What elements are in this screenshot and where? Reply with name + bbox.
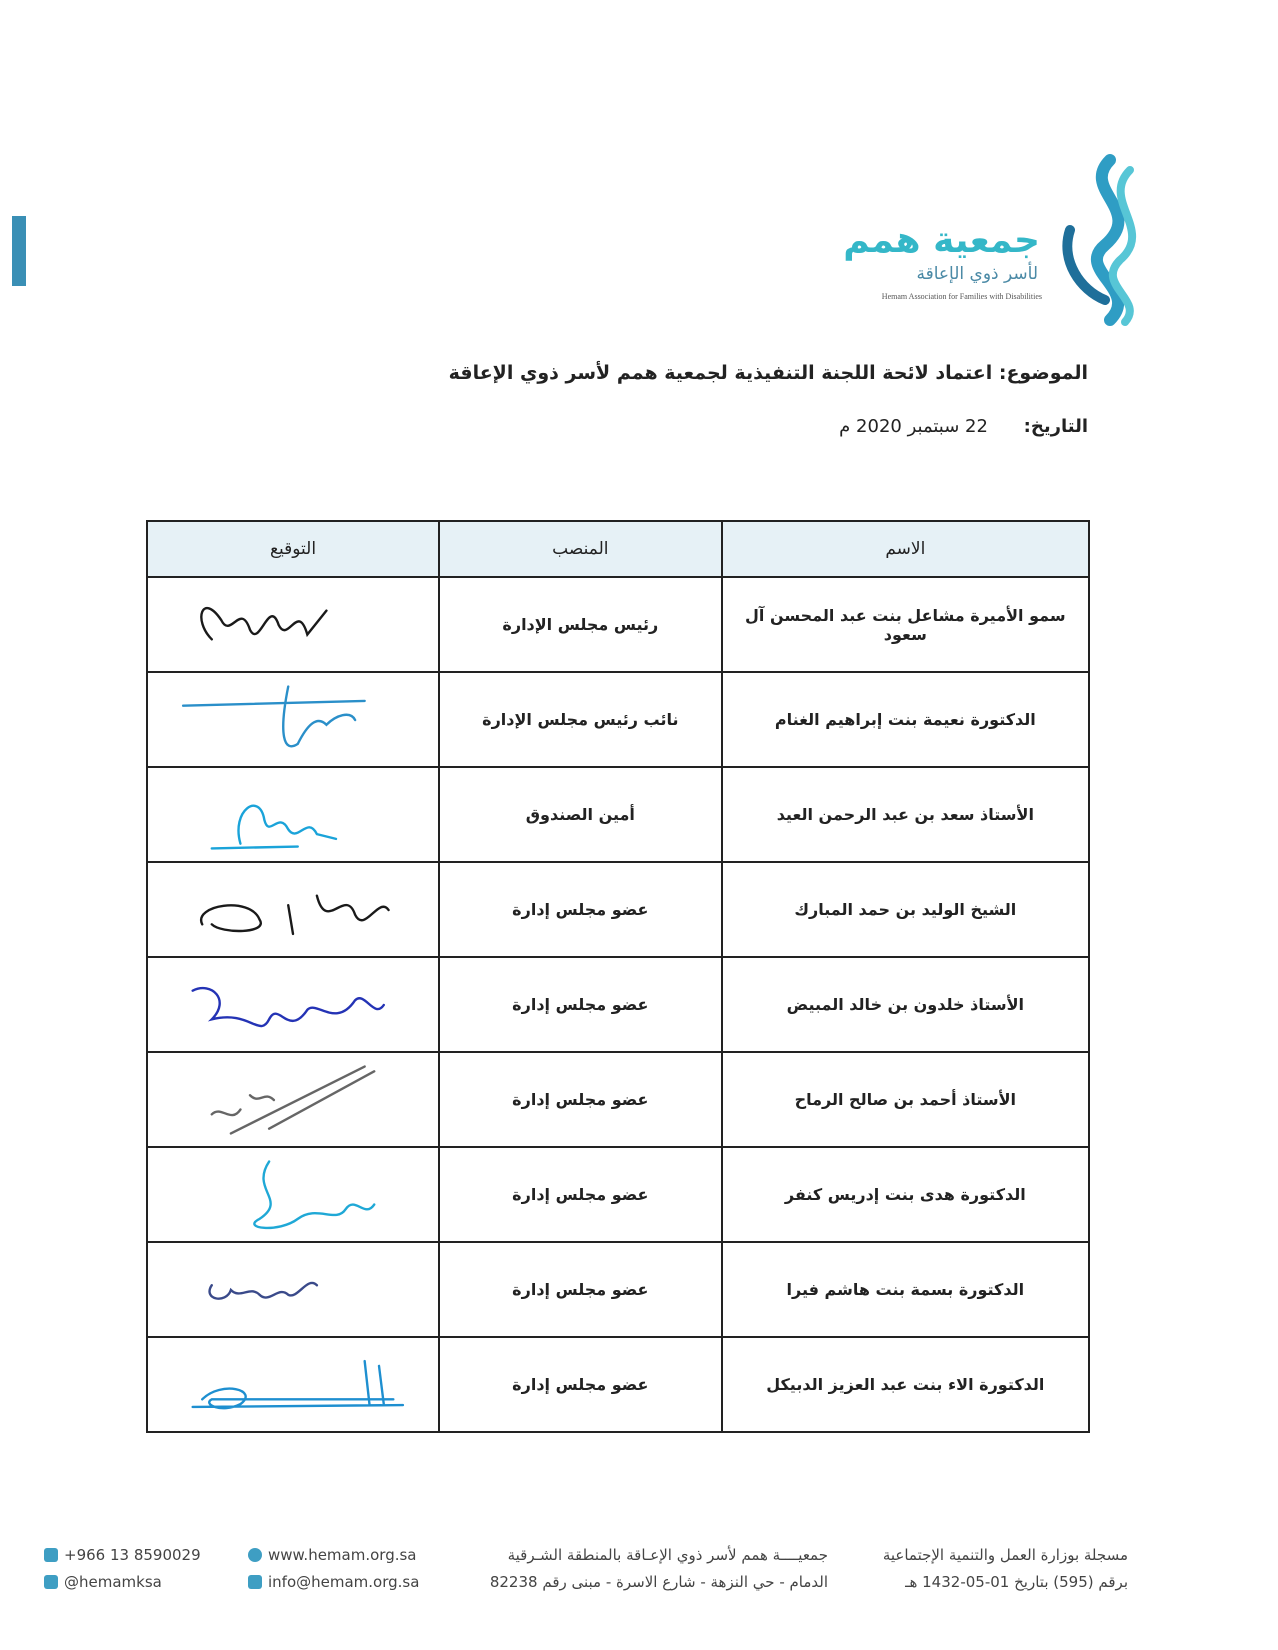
member-name: الأستاذ خلدون بن خالد المبيض (722, 957, 1089, 1052)
member-signature (147, 1052, 439, 1147)
member-position: عضو مجلس إدارة (439, 1242, 722, 1337)
member-name: الأستاذ أحمد بن صالح الرماح (722, 1052, 1089, 1147)
signature-icon (173, 772, 413, 858)
table-row (147, 767, 1089, 862)
member-signature (147, 1147, 439, 1242)
social-handle[interactable]: @hemamksa (64, 1573, 162, 1591)
member-name: الدكتورة الاء بنت عبد العزيز الدبيكل (722, 1337, 1089, 1432)
address-line-2: الدمام - حي النزهة - شارع الاسرة - مبنى رقم 82238 (489, 1573, 828, 1591)
member-signature (147, 767, 439, 862)
table-row (147, 862, 1089, 957)
signature-icon (173, 1152, 413, 1238)
member-name: الدكتورة هدى بنت إدريس كنفر (722, 1147, 1089, 1242)
member-position: عضو مجلس إدارة (439, 862, 722, 957)
table-row (147, 957, 1089, 1052)
member-position: عضو مجلس إدارة (439, 957, 722, 1052)
member-position: عضو مجلس إدارة (439, 1052, 722, 1147)
side-edge-mark (12, 216, 26, 286)
member-signature (147, 1242, 439, 1337)
association-logo (820, 150, 1160, 330)
header-name: الاسم (722, 521, 1089, 577)
document-date (839, 416, 1088, 437)
signature-icon (173, 677, 413, 763)
member-signature (147, 577, 439, 672)
member-position: نائب رئيس مجلس الإدارة (439, 672, 722, 767)
document-subject: الموضوع: اعتماد لائحة اللجنة التنفيذية لجمعية همم لأسر ذوي الإعاقة (448, 362, 1088, 384)
member-position: عضو مجلس إدارة (439, 1337, 722, 1432)
member-position: رئيس مجلس الإدارة (439, 577, 722, 672)
phone-icon (44, 1548, 58, 1562)
member-name: سمو الأميرة مشاعل بنت عبد المحسن آل سعود (722, 577, 1089, 672)
member-signature (147, 957, 439, 1052)
member-name: الدكتورة بسمة بنت هاشم فيرا (722, 1242, 1089, 1337)
table-row (147, 1147, 1089, 1242)
logo-name-en: Hemam Association for Families with Disabilities (881, 292, 1042, 301)
mail-icon (248, 1575, 262, 1589)
member-position: أمين الصندوق (439, 767, 722, 862)
member-name: الأستاذ سعد بن عبد الرحمن العيد (722, 767, 1089, 862)
logo-mark-icon (1050, 150, 1160, 330)
phone-number: +966 13 8590029 (64, 1546, 201, 1564)
footer-web-contacts (248, 1542, 419, 1596)
member-name: الدكتورة نعيمة بنت إبراهيم الغنام (722, 672, 1089, 767)
board-members-table (146, 520, 1090, 1433)
registration-line-2: برقم (595) بتاريخ 01-05-1432 هـ (905, 1573, 1128, 1591)
email-link[interactable]: info@hemam.org.sa (268, 1573, 420, 1591)
signature-icon (173, 1342, 413, 1428)
member-position: عضو مجلس إدارة (439, 1147, 722, 1242)
table-header-row (147, 521, 1089, 577)
signature-icon (173, 1057, 413, 1143)
table-row (147, 1242, 1089, 1337)
signature-icon (173, 867, 413, 953)
date-value: 22 سبتمبر 2020 م (839, 416, 988, 437)
footer-phone-social (44, 1542, 201, 1596)
signature-icon (173, 582, 413, 668)
page-footer (0, 1542, 1278, 1612)
social-icons (44, 1575, 58, 1589)
member-signature (147, 1337, 439, 1432)
signature-icon (173, 1247, 413, 1333)
signature-icon (173, 962, 413, 1048)
logo-name-ar: جمعية همم (843, 220, 1040, 261)
member-signature (147, 672, 439, 767)
table-row (147, 1052, 1089, 1147)
globe-icon (248, 1548, 262, 1562)
header-signature: التوقيع (147, 521, 439, 577)
footer-registration (883, 1542, 1128, 1596)
website-link[interactable]: www.hemam.org.sa (268, 1546, 417, 1564)
table-row (147, 672, 1089, 767)
table-row (147, 1337, 1089, 1432)
member-name: الشيخ الوليد بن حمد المبارك (722, 862, 1089, 957)
footer-address (490, 1542, 828, 1596)
date-label: التاريخ: (1023, 416, 1088, 437)
table-row (147, 577, 1089, 672)
member-signature (147, 862, 439, 957)
registration-line-1: مسجلة بوزارة العمل والتنمية الإجتماعية (882, 1546, 1128, 1564)
header-position: المنصب (439, 521, 722, 577)
address-line-1: جمعيــــة همم لأسر ذوي الإعـاقة بالمنطقة الشـرقية (507, 1546, 828, 1564)
logo-tagline-ar: لأسر ذوي الإعاقة (916, 264, 1038, 284)
